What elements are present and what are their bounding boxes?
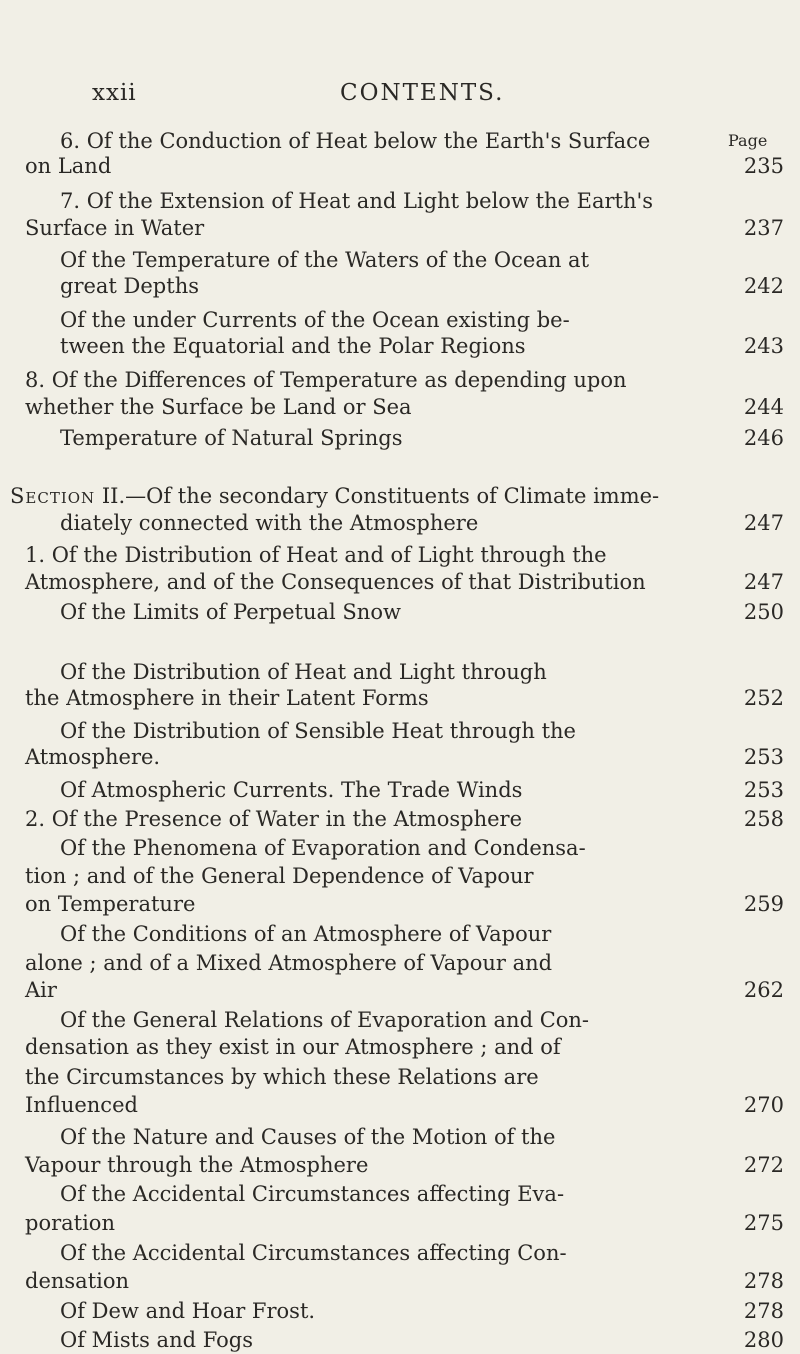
toc-entry-line <box>25 568 646 596</box>
toc-entry-line <box>60 1297 315 1325</box>
toc-page-number: 275 <box>743 1211 784 1235</box>
toc-entry-text: tween the Equatorial and the Polar Regions <box>60 334 526 358</box>
toc-entry-line <box>60 1326 253 1354</box>
toc-entry-text: the Atmosphere in their Latent Forms <box>25 686 429 710</box>
toc-entry-text: on Temperature <box>25 892 196 916</box>
toc-entry-text: Atmosphere, and of the Consequences of that Distribution <box>25 570 646 594</box>
toc-entry-text: Influenced <box>25 1093 138 1117</box>
toc-page-number: 272 <box>743 1153 784 1177</box>
toc-entry-line <box>60 424 402 452</box>
toc-entry-text: poration <box>25 1211 115 1235</box>
toc-page-number: 278 <box>743 1299 784 1323</box>
toc-entry-line <box>60 658 547 686</box>
section-label: Section <box>10 484 96 508</box>
toc-entry-line <box>60 598 401 626</box>
toc-entry-text: densation as they exist in our Atmosphere ; and of <box>25 1035 561 1059</box>
toc-entry-text: Temperature of Natural Springs <box>60 426 403 450</box>
toc-entry-line <box>25 214 204 242</box>
toc-entry-line <box>25 949 552 977</box>
toc-page-number: 235 <box>743 154 784 178</box>
toc-entry-line <box>60 920 551 948</box>
toc-page-number: 247 <box>743 511 784 535</box>
toc-entry-text: diately connected with the Atmosphere <box>60 511 479 535</box>
toc-entry-line <box>60 1180 564 1208</box>
toc-entry-text: 8. Of the Differences of Temperature as depending upon <box>25 368 627 392</box>
toc-entry-text: 7. Of the Extension of Heat and Light below the Earth's <box>60 189 654 213</box>
toc-entry-text: Of Mists and Fogs <box>60 1328 253 1352</box>
toc-page-number: 244 <box>743 395 784 419</box>
toc-entry-text: Surface in Water <box>25 216 205 240</box>
toc-entry-text: Air <box>25 978 57 1002</box>
toc-page-number: 243 <box>743 334 784 358</box>
toc-entry-line <box>60 1239 567 1267</box>
toc-entry-text: Of the Distribution of Sensible Heat through the <box>60 719 576 743</box>
toc-entry-text: tion ; and of the General Dependence of Vapour <box>25 864 534 888</box>
toc-entry-text: alone ; and of a Mixed Atmosphere of Vapour and <box>25 951 553 975</box>
toc-entry-line <box>25 541 607 569</box>
toc-entry-line <box>60 306 570 334</box>
toc-entry-text: Of the Conditions of an Atmosphere of Vapour <box>60 922 552 946</box>
toc-entry-text: Of Dew and Hoar Frost. <box>60 1299 316 1323</box>
toc-entry-text: Atmosphere. <box>25 745 161 769</box>
toc-page-number: 270 <box>743 1093 784 1117</box>
toc-entry-line <box>25 1209 115 1237</box>
toc-entry-line <box>25 1151 368 1179</box>
toc-entry-text: 2. Of the Presence of Water in the Atmosphere <box>25 807 522 831</box>
toc-entry-line <box>60 1006 589 1034</box>
toc-entry-line <box>60 272 199 300</box>
toc-entry-text: whether the Surface be Land or Sea <box>25 395 412 419</box>
toc-entry-text: 1. Of the Distribution of Heat and of Light through the <box>25 543 607 567</box>
toc-entry-line <box>60 1123 555 1151</box>
toc-page-number: 237 <box>743 216 784 240</box>
toc-entry-text: great Depths <box>60 274 199 298</box>
toc-entry-line <box>10 482 659 510</box>
toc-entry-text: densation <box>25 1269 130 1293</box>
toc-entry-text: the Circumstances by which these Relations are <box>25 1065 539 1089</box>
toc-entry-line <box>25 1267 129 1295</box>
toc-entry-line <box>60 127 650 155</box>
toc-page-number: 258 <box>743 807 784 831</box>
toc-entry-text: Of the General Relations of Evaporation and Con- <box>60 1008 590 1032</box>
toc-entry-line <box>25 1091 138 1119</box>
toc-page-number: 246 <box>743 426 784 450</box>
toc-entry-line <box>60 509 478 537</box>
toc-entry-text: Of the Phenomena of Evaporation and Condensa- <box>60 836 586 860</box>
toc-entry-line <box>25 684 429 712</box>
toc-page-number: 259 <box>743 892 784 916</box>
toc-entry-line <box>25 366 627 394</box>
page-column-label: Page <box>728 131 768 150</box>
page-number: xxii <box>92 80 137 106</box>
toc-page-number: 253 <box>743 745 784 769</box>
toc-entry-line <box>60 776 522 804</box>
toc-page-number: 250 <box>743 600 784 624</box>
toc-entry-text: Of the Limits of Perpetual Snow <box>60 600 401 624</box>
toc-entry-line <box>25 393 412 421</box>
toc-page-number: 247 <box>743 570 784 594</box>
toc-page-number: 242 <box>743 274 784 298</box>
toc-entry-text: 6. Of the Conduction of Heat below the Earth's Surface <box>60 129 651 153</box>
toc-entry-line <box>60 187 653 215</box>
toc-page-number: 278 <box>743 1269 784 1293</box>
toc-page-number: 262 <box>743 978 784 1002</box>
toc-entry-line <box>60 717 576 745</box>
toc-entry-text: Of the Temperature of the Waters of the Ocean at <box>60 248 590 272</box>
toc-entry-line <box>25 890 195 918</box>
toc-entry-line <box>25 743 160 771</box>
toc-entry-text: on Land <box>25 154 112 178</box>
toc-entry-text: Of the under Currents of the Ocean existing be- <box>60 308 570 332</box>
toc-page-number: 280 <box>743 1328 784 1352</box>
toc-entry-line <box>25 152 111 180</box>
toc-entry-line <box>25 976 57 1004</box>
toc-entry-text: II.—Of the secondary Constituents of Climate imme- <box>101 484 660 508</box>
toc-entry-text: Of the Accidental Circumstances affecting Con- <box>60 1241 567 1265</box>
toc-entry-line <box>60 246 589 274</box>
running-title: CONTENTS. <box>340 80 505 106</box>
toc-page-number: 253 <box>743 778 784 802</box>
toc-entry-line <box>60 332 526 360</box>
toc-entry-text: Of the Distribution of Heat and Light through <box>60 660 547 684</box>
toc-page-number: 252 <box>743 686 784 710</box>
toc-entry-line <box>60 834 586 862</box>
toc-entry-line <box>25 805 522 833</box>
toc-entry-text: Of the Nature and Causes of the Motion of the <box>60 1125 556 1149</box>
toc-entry-text: Vapour through the Atmosphere <box>25 1153 369 1177</box>
toc-entry-line <box>25 1063 539 1091</box>
toc-entry-text: Of Atmospheric Currents. The Trade Winds <box>60 778 523 802</box>
toc-entry-text: Of the Accidental Circumstances affecting Eva- <box>60 1182 565 1206</box>
toc-entry-line <box>25 862 534 890</box>
toc-entry-line <box>25 1033 561 1061</box>
